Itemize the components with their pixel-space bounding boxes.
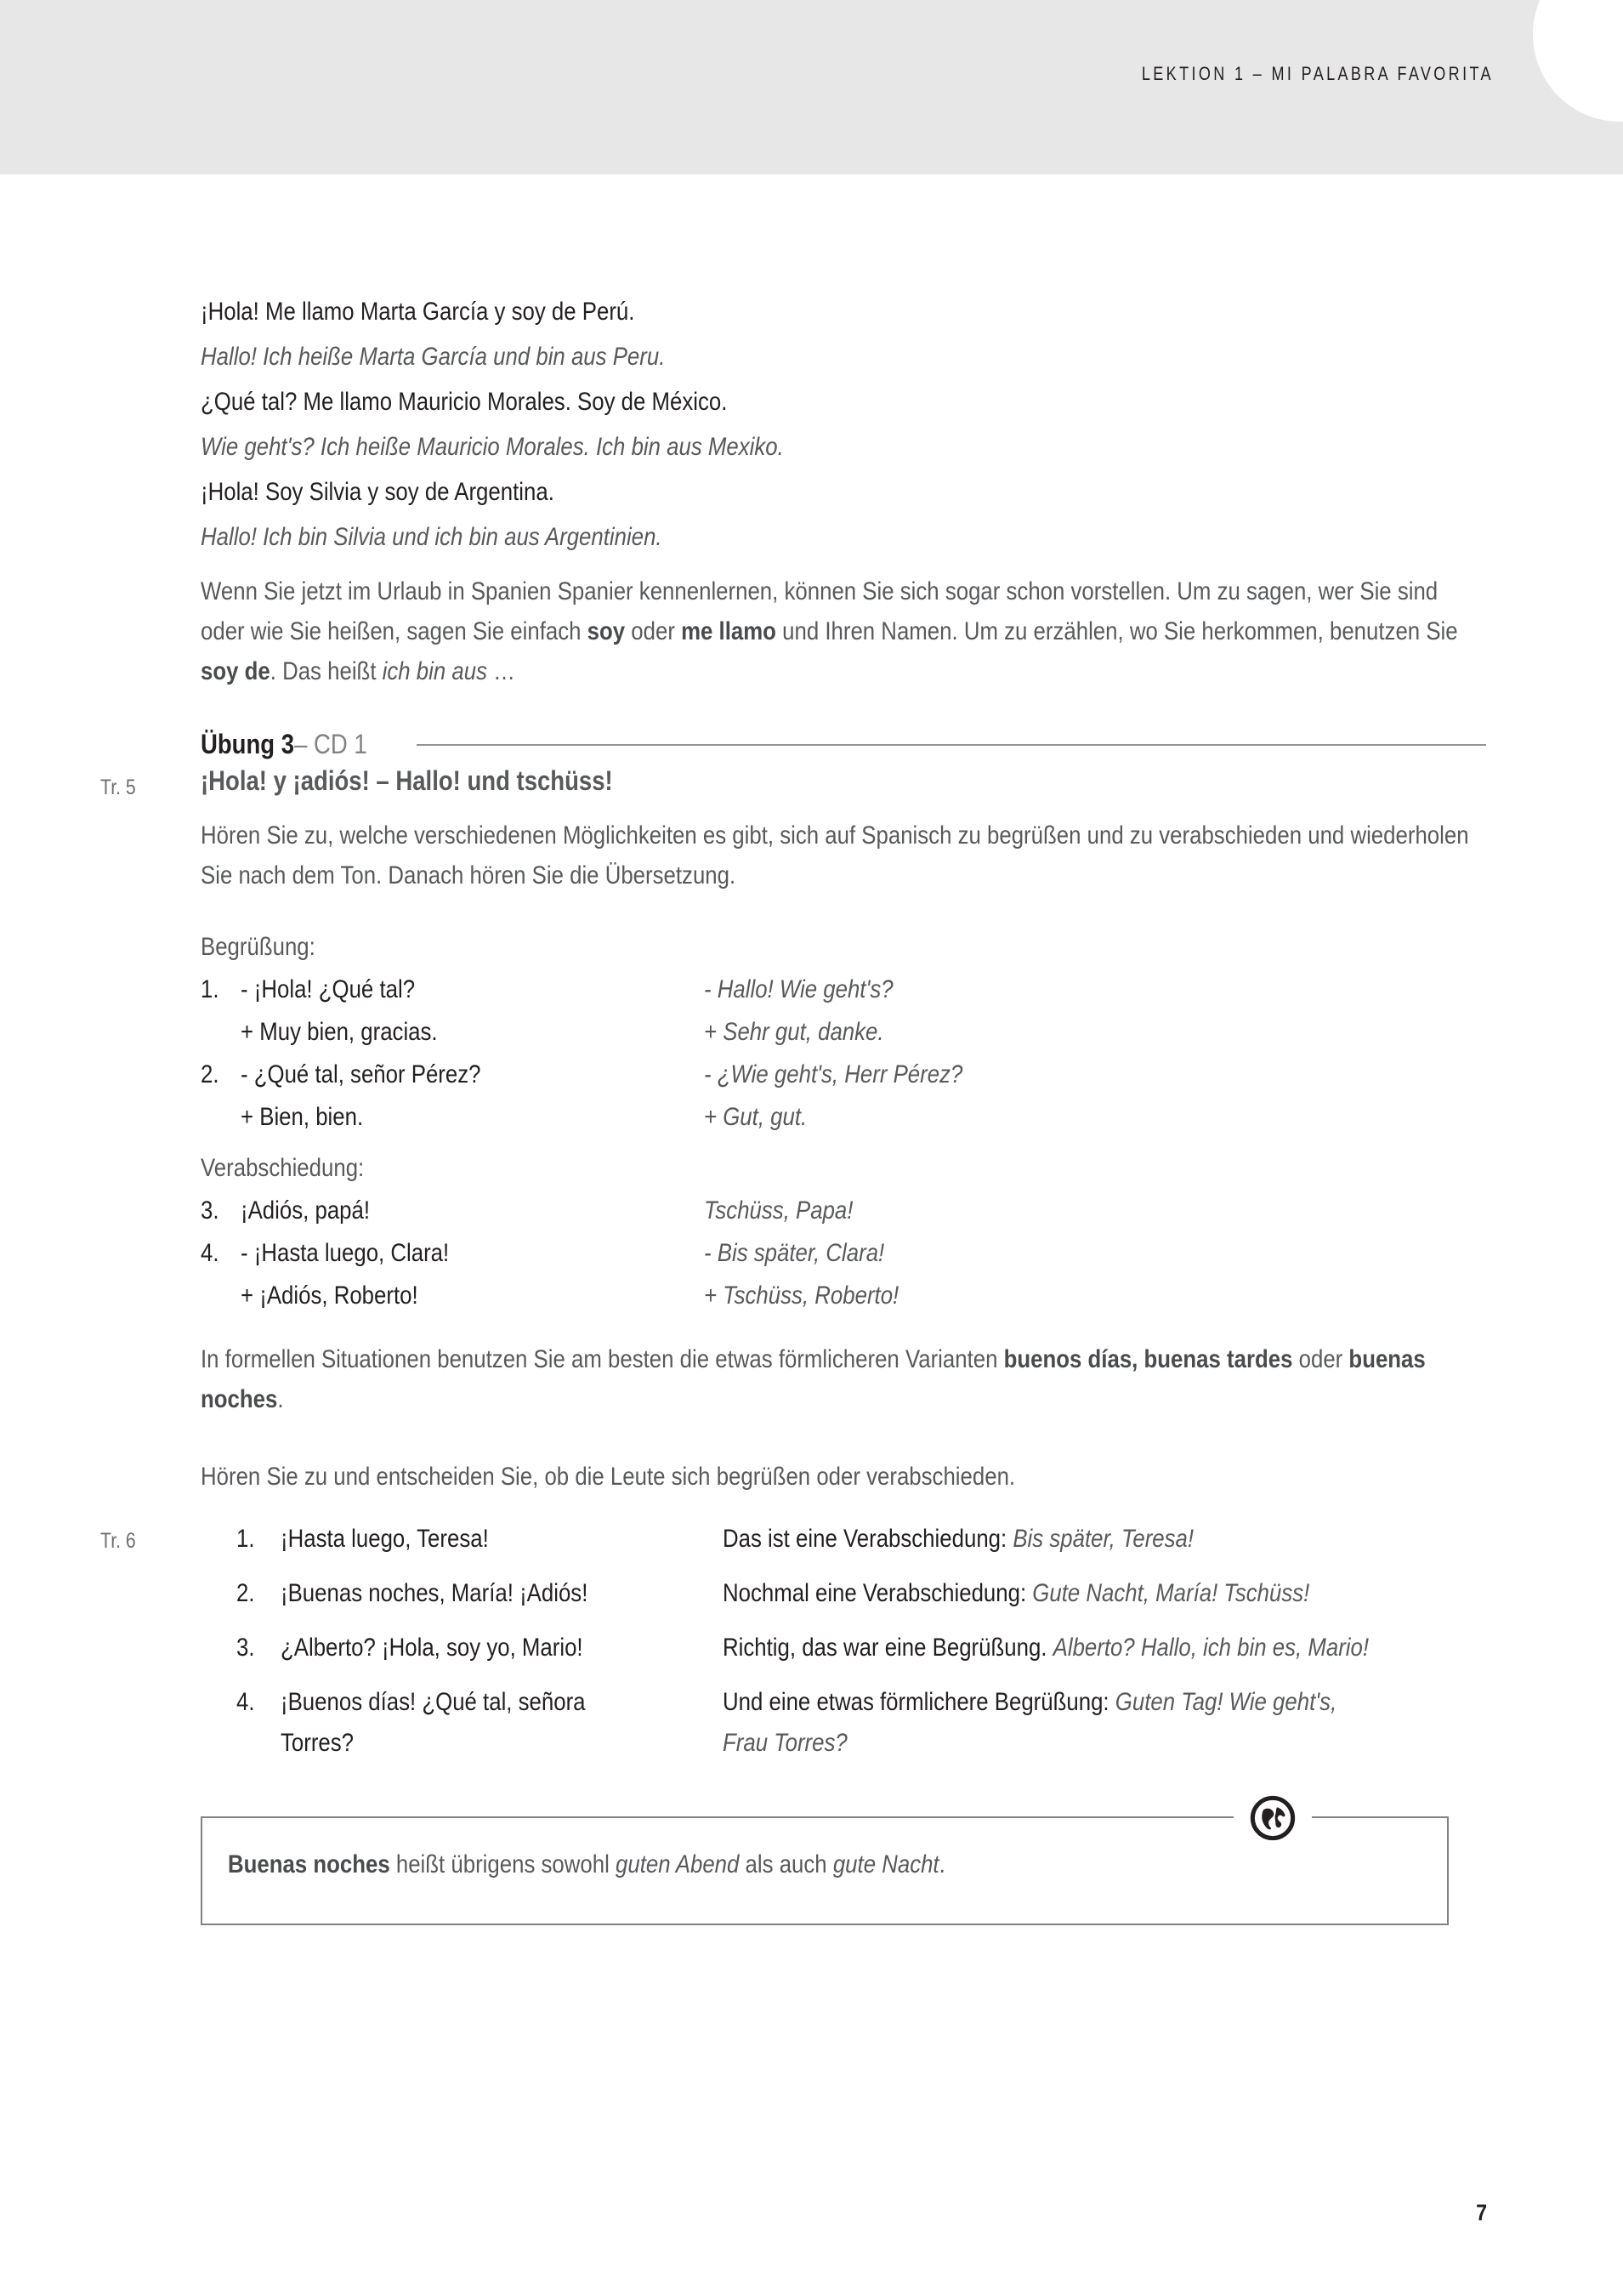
track6-number: 2. [236,1579,255,1607]
dialogue-number: 1. [201,975,219,1003]
dialogue-row [201,1190,1486,1232]
intro-line-es: ¡Hola! Soy Silvia y soy de Argentina. [201,478,554,506]
track6-answer-label: Nochmal eine Verabschiedung: [723,1579,1033,1607]
intro-paragraph-part5: … [487,657,515,685]
dialogue-spanish: - ¿Qué tal, señor Pérez? [241,1060,481,1088]
track6-row [236,1519,1486,1560]
formal-variants-paragraph [201,1339,1483,1419]
page-content [201,289,1486,1925]
dialogue-number: 2. [201,1060,219,1088]
track6-answer-label: Das ist eine Verabschiedung: [723,1525,1013,1553]
page-header-band [0,0,1623,174]
intro-line-es: ¡Hola! Me llamo Marta García y soy de Perú. [201,298,635,326]
track6-spanish: ¡Buenos días! ¿Qué tal, señora Torres? [281,1688,586,1757]
exercise-heading [201,729,1486,760]
track-marker-5: Tr. 5 [100,776,136,799]
greeting-group-label: Begrüßung: [201,933,315,961]
formal-part3: . [277,1385,284,1413]
exercise-heading-text [201,729,367,760]
track6-row [236,1573,1486,1614]
dialogue-number [201,1275,235,1317]
dialogue-number: 4. [201,1239,219,1267]
dialogue-spanish: + Bien, bien. [241,1103,364,1131]
intro-paragraph-translation: ich bin aus [382,657,488,685]
keyword-soy: soy [587,617,626,645]
track6-spanish: ¡Buenas noches, María! ¡Adiós! [281,1579,588,1607]
track6-answer [723,1573,1379,1614]
exercise-heading-rule [417,744,1486,746]
info-part2: als auch [739,1850,833,1878]
dialogue-spanish: + ¡Adiós, Roberto! [241,1282,418,1310]
dialogue-spanish: - ¡Hola! ¿Qué tal? [241,975,416,1003]
keyword-buenas-noches: buenas noches [201,1345,1426,1413]
dialogue-number: 3. [201,1196,219,1225]
dialogue-number [201,1011,235,1054]
globe-icon-holder [1234,1790,1312,1846]
track6-answer [723,1682,1379,1764]
info-translation-1: guten Abend [616,1850,740,1878]
track6-row [236,1682,1486,1764]
keyword-me-llamo: me llamo [681,617,776,645]
info-keyword: Buenas noches [228,1850,390,1878]
formal-part2: oder [1292,1345,1349,1373]
dialogue-row [201,1054,1486,1096]
intro-line-de: Wie geht's? Ich heiße Mauricio Morales. Ich bin aus Mexiko. [201,433,784,461]
running-head-title: LEKTION 1 – MI PALABRA FAVORITA [1141,63,1494,84]
dialogue-german: + Sehr gut, danke. [704,1018,884,1046]
keyword-buenos-dias-tardes: buenos días, buenas tardes [1003,1345,1293,1373]
dialogue-german: + Gut, gut. [704,1103,808,1131]
info-part3: . [939,1850,945,1878]
keyword-soy-de: soy de [201,657,270,685]
intro-paragraph-part2: oder [625,617,682,645]
track6-answer [723,1628,1379,1668]
exercise-number: Übung 3 [201,729,295,759]
info-box-text [228,1850,1410,1879]
intro-line-de: Hallo! Ich heiße Marta García und bin aus Peru. [201,343,666,371]
exercise-cd-label: – CD 1 [294,729,367,759]
track6-list [201,1519,1486,1764]
dialogue-german: Tschüss, Papa! [704,1196,854,1225]
track6-answer [723,1519,1379,1560]
intro-line-de: Hallo! Ich bin Silvia und ich bin aus Argentinien. [201,523,662,551]
dialogue-spanish: ¡Adiós, papá! [241,1196,371,1225]
track6-answer-translation: Bis später, Teresa! [1013,1525,1195,1553]
farewell-group-label: Verabschiedung: [201,1154,365,1182]
track6-number: 4. [236,1688,255,1716]
dialogue-german: - ¿Wie geht's, Herr Pérez? [704,1060,963,1088]
track6-instruction: Hören Sie zu und entscheiden Sie, ob die Leute sich begrüßen oder verabschieden. [201,1463,1016,1491]
farewell-group [201,1147,1486,1317]
track6-number: 1. [236,1525,255,1553]
track6-number: 3. [236,1634,255,1662]
track6-answer-label: Und eine etwas förmlichere Begrüßung: [723,1688,1115,1716]
dialogue-spanish: - ¡Hasta luego, Clara! [241,1239,450,1267]
track6-spanish: ¡Hasta luego, Teresa! [281,1525,489,1553]
track-marker-6: Tr. 6 [100,1529,136,1553]
page-number: 7 [1476,2200,1487,2225]
intro-paragraph-part3: und Ihren Namen. Um zu erzählen, wo Sie herkommen, benutzen Sie [775,617,1458,645]
track6-answer-translation: Gute Nacht, María! Tschüss! [1032,1579,1310,1607]
dialogue-number [201,1096,235,1139]
dialogue-row [201,1232,1486,1275]
dialogue-spanish: + Muy bien, gracias. [241,1018,438,1046]
intro-paragraph [201,571,1483,691]
track6-answer-label: Richtig, das war eine Begrüßung. [723,1634,1053,1662]
greeting-group [201,926,1486,1139]
dialogue-row [201,1275,1486,1317]
intro-dialogue-block [201,289,1486,560]
dialogue-german: - Hallo! Wie geht's? [704,975,894,1003]
info-part1: heißt übrigens sowohl [389,1850,616,1878]
track6-spanish: ¿Alberto? ¡Hola, soy yo, Mario! [281,1634,583,1662]
track6-answer-translation: Alberto? Hallo, ich bin es, Mario! [1053,1634,1370,1662]
intro-line-es: ¿Qué tal? Me llamo Mauricio Morales. Soy de México. [201,388,728,416]
globe-icon [1250,1795,1296,1841]
dialogue-row [201,1011,1486,1054]
intro-paragraph-part4: . Das heißt [270,657,383,685]
dialogue-german: + Tschüss, Roberto! [704,1282,899,1310]
exercise-subtitle: ¡Hola! y ¡adiós! – Hallo! und tschüss! [201,765,613,796]
header-corner-decoration [1533,0,1623,122]
dialogue-row [201,1096,1486,1139]
dialogue-german: - Bis später, Clara! [704,1239,885,1267]
intro-paragraph-part1: Wenn Sie jetzt im Urlaub in Spanien Spanier kennenlernen, können Sie sich sogar schon vorstellen. Um zu sagen, wer Sie sind oder wie Sie heißen, sagen Sie einfach [201,577,1439,645]
dialogue-row [201,969,1486,1011]
exercise-instruction: Hören Sie zu, welche verschiedenen Möglichkeiten es gibt, sich auf Spanisch zu begrüßen und zu verabschieden und wiederholen Sie nach dem Ton. Danach hören Sie die Übersetzung. [201,821,1469,889]
info-box [201,1816,1449,1925]
track6-row [236,1628,1486,1668]
info-translation-2: gute Nacht [832,1850,939,1878]
formal-part1: In formellen Situationen benutzen Sie am besten die etwas förmlicheren Varianten [201,1345,1004,1373]
track6-answer-translation: Guten Tag! Wie geht's, Frau Torres? [723,1688,1337,1757]
